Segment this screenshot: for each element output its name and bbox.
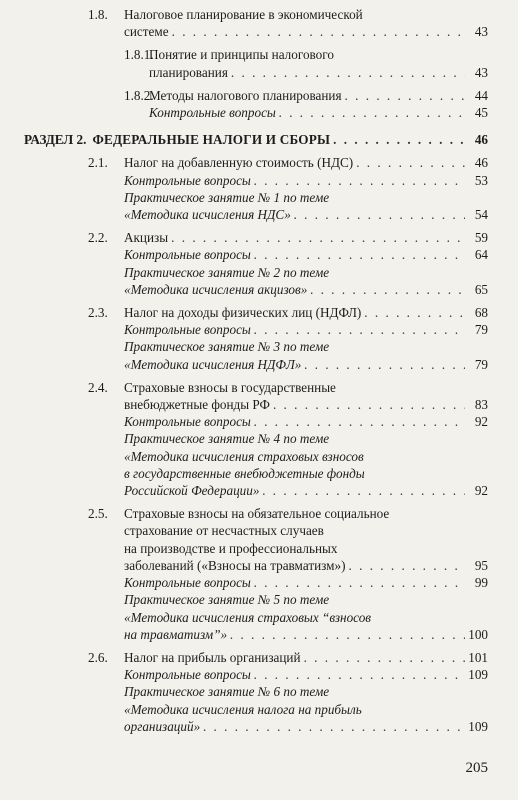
leader-dots [262,482,465,499]
toc-entry [24,172,488,189]
toc-page-number: 46 [474,155,488,171]
toc-page-number: 109 [468,718,488,734]
toc-page-number: 46 [474,132,488,148]
toc-entry [24,189,488,223]
toc-page-number: 45 [474,105,488,121]
toc-entry-title: Контрольные вопросы [124,247,251,263]
leader-dots [231,64,465,81]
leader-dots [254,172,465,189]
toc-entry-number: 2.2. [88,230,108,246]
leader-dots [203,718,465,735]
toc-page-number: 53 [474,172,488,188]
toc-entry-title: «Методика исчисления акцизов» [124,281,308,297]
toc-entry-number: 2.1. [88,155,108,171]
leader-dots [349,557,465,574]
toc-entry-title: в государственные внебюджетные фонды [124,465,365,481]
toc-entry-title: системе [124,24,169,40]
toc-entry [24,304,488,321]
page-number: 205 [465,760,488,776]
toc-entry-title: страхование от несчастных случаев [124,523,324,539]
toc-entry-title: «Методика исчисления страховых взносов [124,448,364,464]
toc-page-number: 109 [468,667,488,683]
toc-entry-title: Акцизы [124,230,169,246]
toc-entry-title: Налоговое планирование в экономической [124,7,363,22]
toc-page-number: 59 [474,230,488,246]
leader-dots [254,574,465,591]
toc-entry-title: Страховые взносы в государственные [124,379,336,395]
toc-entry [24,683,488,735]
toc-entry [24,6,488,40]
toc-entry-title: Практическое занятие № 3 по теме [124,339,330,355]
toc-entry [24,338,488,372]
leader-dots [254,321,465,338]
leader-dots [364,304,465,321]
toc-entry-title: Практическое занятие № 5 по теме [124,592,330,608]
toc-page-number: 43 [474,24,488,40]
toc-page-number: 68 [474,305,488,321]
toc-entry [24,46,488,80]
toc-page-number: 100 [468,626,488,642]
toc-entry-number: РАЗДЕЛ 2. [24,132,87,148]
toc-entry-title: «Методика исчисления страховых “взносов [124,609,372,625]
leader-dots [230,626,465,643]
toc-entry [24,649,488,666]
toc-entry [24,264,488,298]
toc-entry-title: внебюджетные фонды РФ [124,397,270,413]
toc-entry-title: Налог на доходы физических лиц (НДФЛ) [124,305,362,321]
toc-page-number: 65 [474,281,488,297]
toc-entry [24,574,488,591]
toc-entry [24,321,488,338]
toc-entry [24,229,488,246]
leader-dots [273,396,465,413]
toc-page-number: 83 [474,397,488,413]
toc-page-number: 79 [474,322,488,338]
toc-entry-title: заболеваний («Взносы на травматизм») [124,557,346,573]
toc-entry-title: Контрольные вопросы [124,322,251,338]
toc-page-number: 64 [474,247,488,263]
toc-entry-title: Практическое занятие № 6 по теме [124,684,330,700]
leader-dots [254,413,465,430]
toc-entry-title: Налог на прибыль организаций [124,649,301,665]
leader-dots [171,229,465,246]
toc-entry [24,413,488,430]
toc-entry-title: Контрольные вопросы [124,414,251,430]
toc-entry-title: на травматизм”» [124,626,228,642]
toc-entry [24,154,488,171]
toc-entry-title: Контрольные вопросы [149,105,276,121]
leader-dots [345,87,465,104]
toc-entry-title: Страховые взносы на обязательное социальное [124,506,390,522]
toc-entry-title: Понятие и принципы налогового [149,47,334,63]
toc-page-number: 79 [474,356,488,372]
toc-entry-title: Российской Федерации» [124,483,260,499]
toc-entry-number: 1.8.2. [124,87,154,103]
toc-entry [24,104,488,121]
toc-section-entry [24,131,488,148]
toc-page-number: 95 [474,557,488,573]
leader-dots [333,131,465,148]
toc-page-number: 92 [474,414,488,430]
toc-entry [24,430,488,499]
toc-entry-title: планирования [149,64,228,80]
toc-entry-title: «Методика исчисления НДФЛ» [124,356,302,372]
leader-dots [310,281,465,298]
toc-entry-title: Практическое занятие № 4 по теме [124,431,330,447]
toc-entry-title: «Методика исчисления НДС» [124,207,291,223]
toc-entry-title: Контрольные вопросы [124,575,251,591]
leader-dots [356,154,465,171]
leader-dots [304,649,465,666]
toc-page-number: 99 [474,575,488,591]
leader-dots [172,23,465,40]
toc-entry-number: 1.8. [88,7,108,22]
toc-entry [24,505,488,574]
toc-entry-title: Контрольные вопросы [124,667,251,683]
table-of-contents [24,6,488,735]
toc-entry-title: Практическое занятие № 1 по теме [124,189,330,205]
toc-entry-title: «Методика исчисления налога на прибыль [124,701,362,717]
leader-dots [279,104,465,121]
toc-entry-number: 1.8.1. [124,47,154,63]
toc-entry-title: Налог на добавленную стоимость (НДС) [124,155,354,171]
leader-dots [254,246,465,263]
toc-entry-number: 2.3. [88,305,108,321]
toc-entry [24,87,488,104]
toc-entry [24,591,488,643]
toc-page-number: 92 [474,483,488,499]
toc-entry-title: Методы налогового планирования [149,87,342,103]
toc-page-number: 54 [474,207,488,223]
leader-dots [304,356,465,373]
toc-entry-title: организаций» [124,718,201,734]
leader-dots [294,206,465,223]
toc-entry-number: 2.6. [88,649,108,665]
leader-dots [254,666,465,683]
toc-entry [24,379,488,413]
toc-entry-number: 2.5. [88,506,108,522]
toc-entry [24,666,488,683]
toc-entry-title: Контрольные вопросы [124,172,251,188]
toc-entry-title: Практическое занятие № 2 по теме [124,264,330,280]
toc-entry [24,246,488,263]
toc-entry-title: ФЕДЕРАЛЬНЫЕ НАЛОГИ И СБОРЫ [92,132,331,148]
toc-entry-title: на производстве и профессиональных [124,540,338,556]
toc-page-number: 43 [474,64,488,80]
toc-entry-number: 2.4. [88,379,108,395]
toc-page-number: 44 [474,87,488,103]
toc-page-number: 101 [468,649,488,665]
